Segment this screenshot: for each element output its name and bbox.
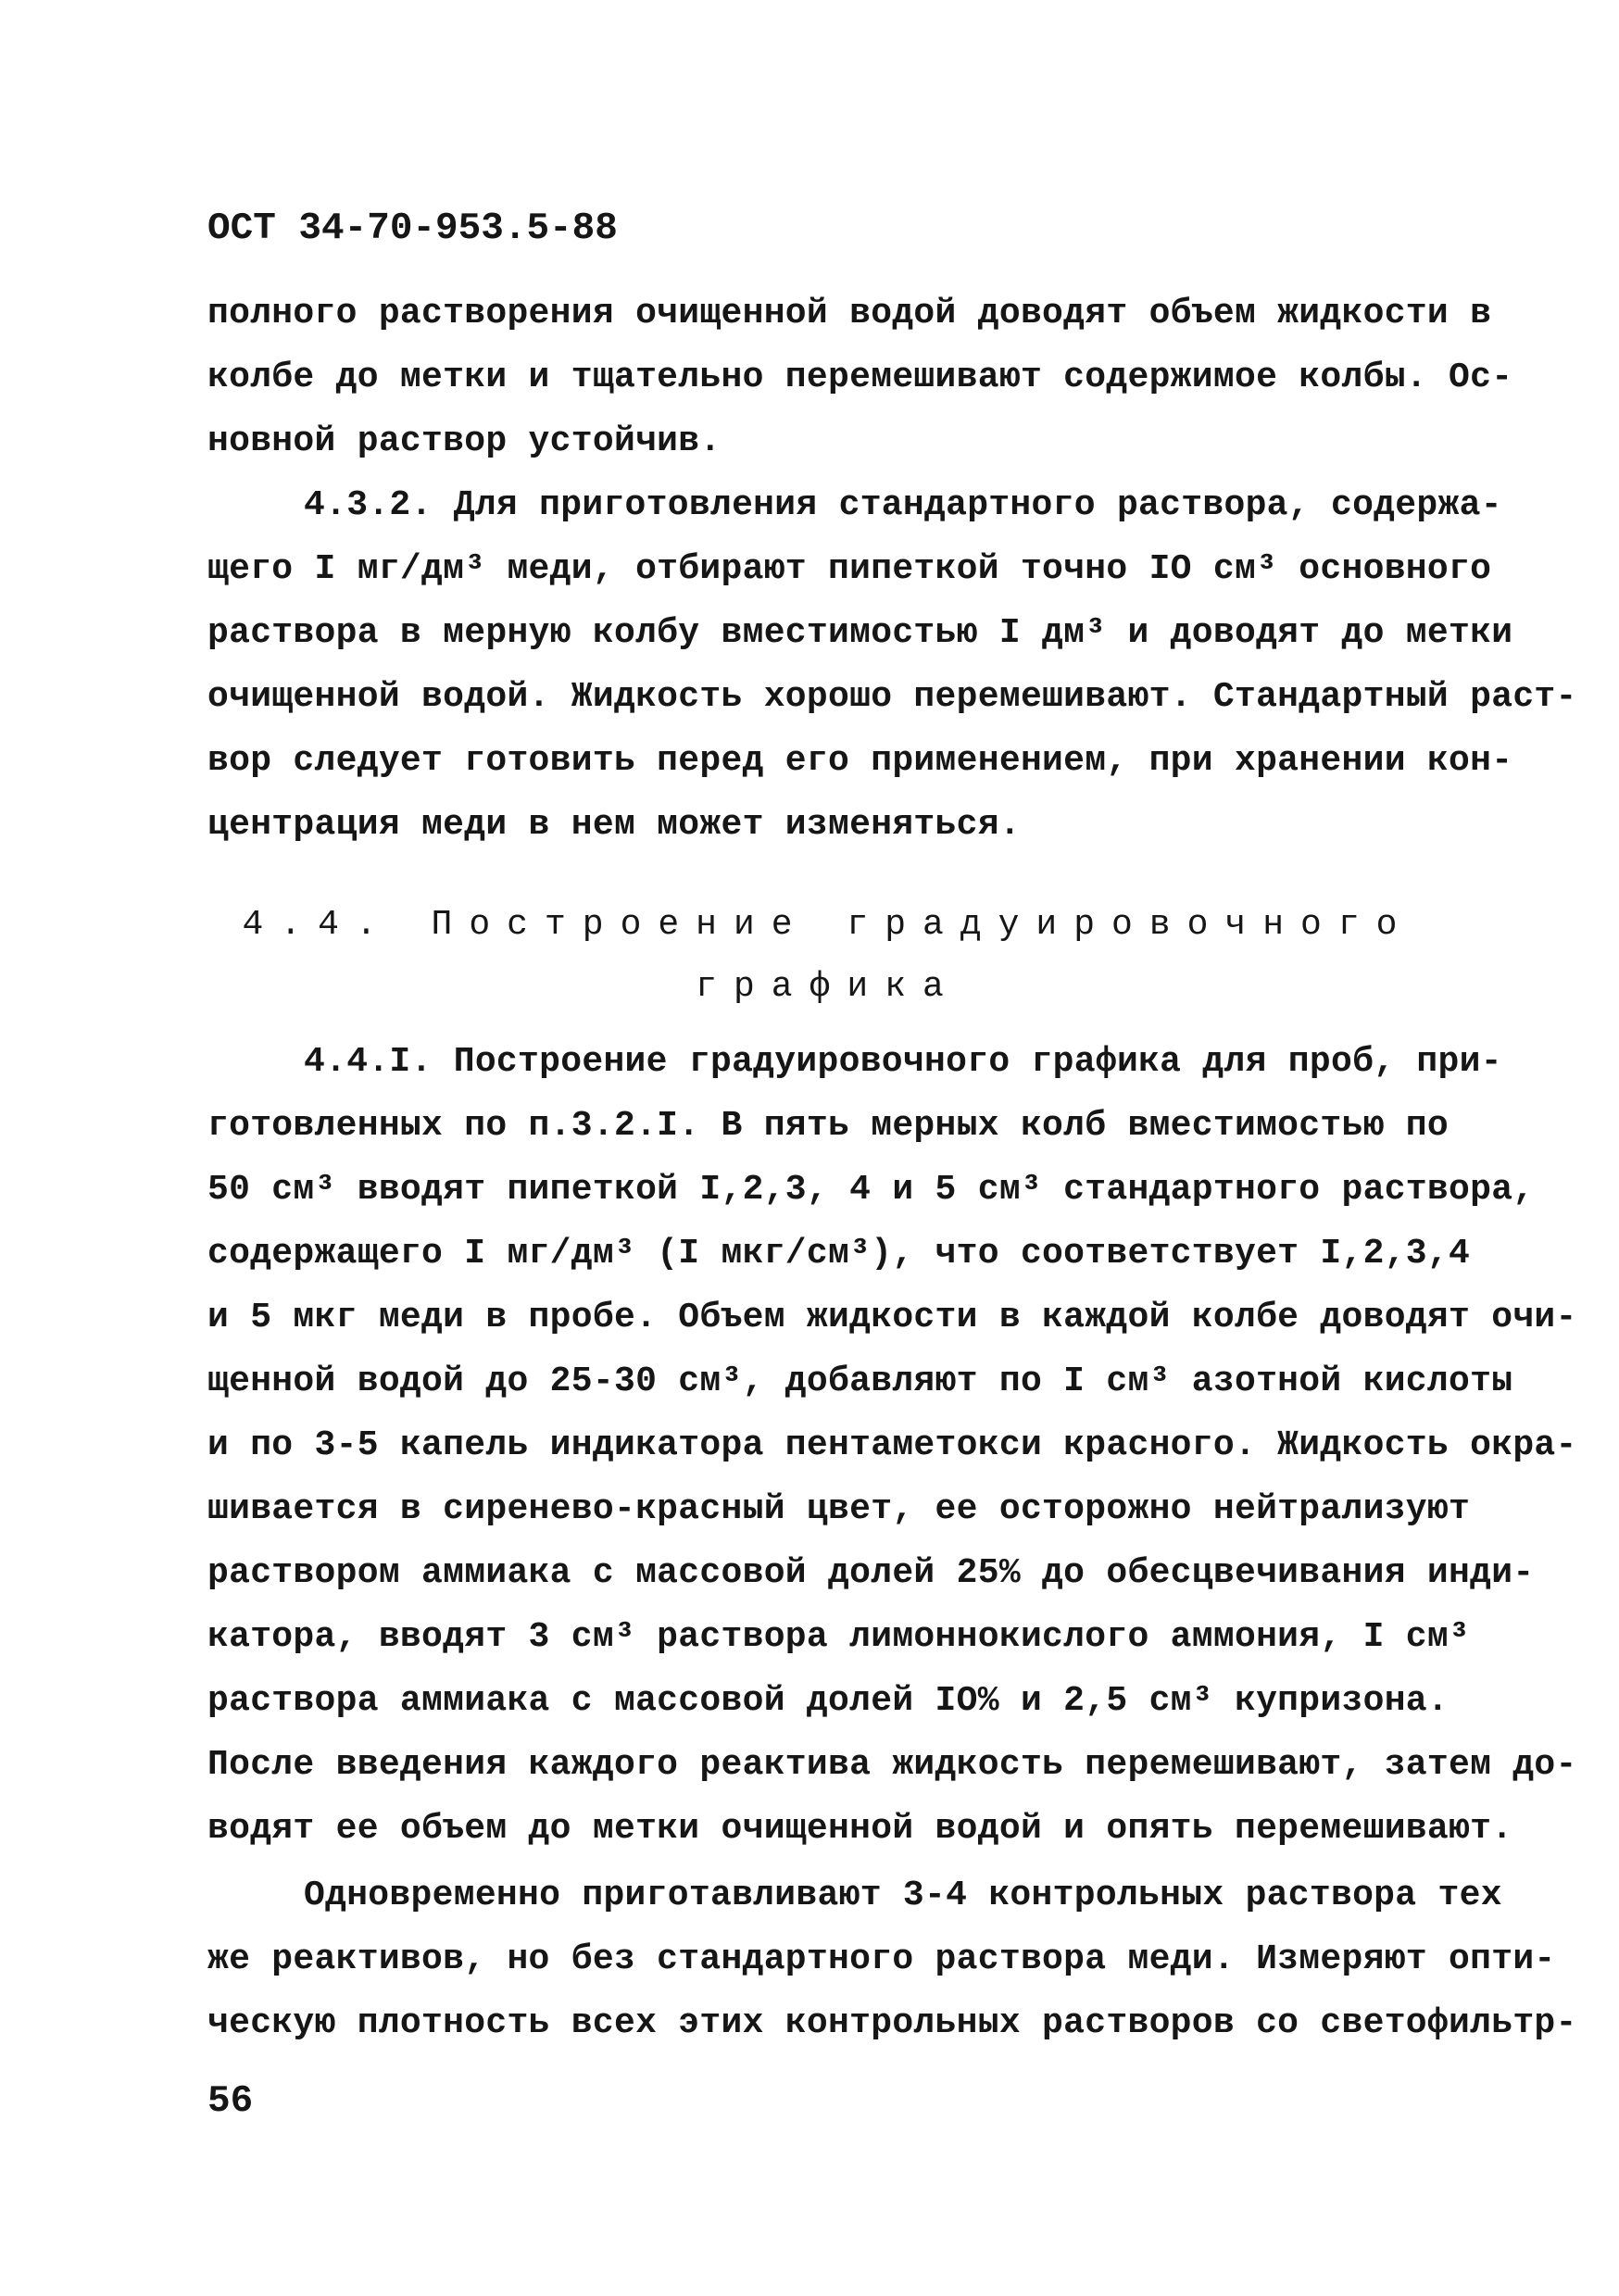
text-line: После введения каждого реактива жидкость перемешивают, затем до- [207,1745,1577,1785]
text-line: готовленных по п.3.2.I. В пять мерных колб вместимостью по [207,1106,1450,1146]
text-line: центрация меди в нем может изменяться. [207,805,1021,845]
text-line: раствора в мерную колбу вместимостью I дм³ и доводят до метки [207,613,1513,653]
text-line: раствора аммиака с массовой долей IO% и 2,5 см³ купризона. [207,1681,1450,1721]
document-header: ОСТ 34-70-953.5-88 [207,207,618,250]
text-line: и по 3-5 капель индикатора пентаметокси красного. Жидкость окра- [207,1425,1577,1465]
paragraph-final [207,1863,1577,2055]
paragraph-continued [207,282,1513,473]
text-line: колбе до метки и тщательно перемешивают содержимое колбы. Ос- [207,358,1513,397]
text-line: катора, вводят 3 см³ раствора лимоннокислого аммония, I см³ [207,1617,1471,1657]
text-line: 4.3.2. Для приготовления стандартного раствора, содержа- [304,485,1502,525]
text-line: щего I мг/дм³ меди, отбирают пипеткой точно IO см³ основного [207,549,1492,589]
text-line: полного растворения очищенной водой доводят объем жидкости в [207,294,1492,333]
text-line: шивается в сиренево-красный цвет, ее осторожно нейтрализуют [207,1489,1471,1529]
text-line: щенной водой до 25-30 см³, добавляют по I см³ азотной кислоты [207,1361,1513,1401]
text-line: же реактивов, но без стандартного раствора меди. Измеряют опти- [207,1939,1556,1979]
text-line: раствором аммиака с массовой долей 25% до обесцвечивания инди- [207,1553,1535,1593]
text-line: очищенной водой. Жидкость хорошо перемешивают. Стандартный раст- [207,677,1577,717]
page-number: 56 [207,2080,254,2123]
section-4-4-1 [207,1030,1577,1861]
text-line: новной раствор устойчив. [207,421,722,461]
text-line: содержащего I мг/дм³ (I мкг/см³), что соответствует I,2,3,4 [207,1234,1471,1273]
text-line: водят ее объем до метки очищенной водой и опять перемешивают. [207,1809,1513,1849]
text-line: ческую плотность всех этих контрольных растворов со светофильтр- [207,2003,1577,2043]
text-line: 4.4.I. Построение градуировочного графика для проб, при- [304,1042,1502,1082]
text-line: 50 см³ вводят пипеткой I,2,3, 4 и 5 см³ стандартного раствора, [207,1170,1535,1210]
text-line: вор следует готовить перед его применением, при хранении кон- [207,741,1513,781]
text-line: Одновременно приготавливают 3-4 контрольных раствора тех [304,1876,1502,1915]
section-4-3-2 [207,473,1577,857]
section-heading: 4.4. Построение градуировочного [242,905,1414,945]
text-line: и 5 мкг меди в пробе. Объем жидкости в каждой колбе доводят очи- [207,1298,1577,1337]
section-heading-continued: графика [696,967,960,1007]
